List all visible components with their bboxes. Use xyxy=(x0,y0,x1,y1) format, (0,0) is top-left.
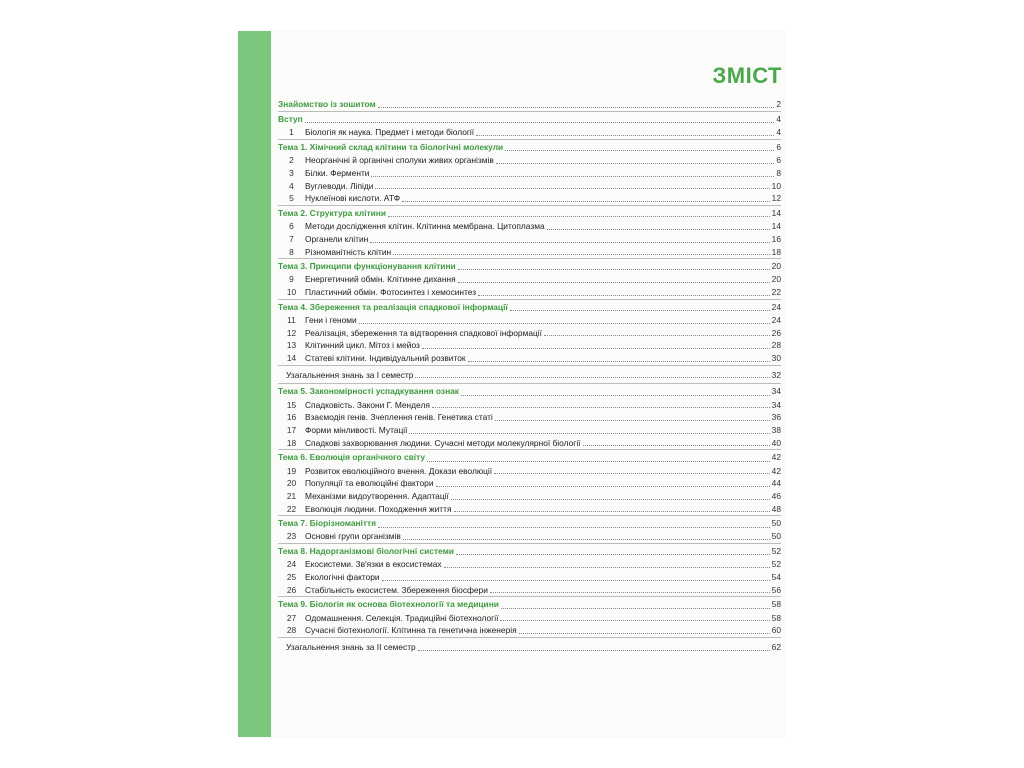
entry-label: Спадковість. Закони Г. Менделя xyxy=(305,399,430,410)
page-number: 18 xyxy=(771,246,781,257)
lesson-number: 12 xyxy=(286,327,297,338)
toc-section xyxy=(278,450,781,516)
dot-leader xyxy=(510,310,770,311)
lesson-number: 4 xyxy=(289,180,294,191)
lesson-number: 19 xyxy=(286,465,297,476)
toc-section xyxy=(278,516,781,544)
toc-lesson-entry xyxy=(278,490,781,503)
toc-section xyxy=(278,206,781,259)
page-number: 50 xyxy=(771,531,781,542)
toc-lesson-entry xyxy=(278,437,781,450)
entry-label: Розвиток еволюційного вчення. Докази еволюції xyxy=(305,465,493,476)
dot-leader xyxy=(495,420,770,421)
entry-label: Узагальнення знань за I семестр xyxy=(286,369,414,380)
dot-leader xyxy=(547,229,770,230)
dot-leader xyxy=(378,527,770,528)
dot-leader xyxy=(454,511,770,512)
entry-label: Спадкові захворювання людини. Сучасні методи молекулярної біології xyxy=(305,437,581,448)
lesson-number: 25 xyxy=(286,572,297,583)
dot-leader xyxy=(403,539,770,540)
entry-label: Основні групи організмів xyxy=(305,531,401,542)
toc-lesson-entry xyxy=(278,531,781,544)
toc-section xyxy=(278,259,781,300)
entry-label: Тема 9. Біологія як основа біотехнології та медицини xyxy=(278,599,499,610)
lesson-number: 14 xyxy=(286,353,297,364)
dot-leader xyxy=(444,567,770,568)
toc-topic-heading xyxy=(278,544,781,558)
page-number: 58 xyxy=(771,612,781,623)
page-number: 24 xyxy=(771,314,781,325)
entry-label: Тема 2. Структура клітини xyxy=(278,207,386,218)
toc-section xyxy=(278,97,781,112)
lesson-number: 15 xyxy=(286,399,297,410)
dot-leader xyxy=(409,433,769,434)
page-number: 36 xyxy=(771,412,781,423)
entry-label: Тема 3. Принципи функціонування клітини xyxy=(278,261,456,272)
page-number: 62 xyxy=(771,641,781,652)
page-number: 46 xyxy=(771,490,781,501)
entry-label: Методи дослідження клітин. Клітинна мембрана. Цитоплазма xyxy=(305,221,545,232)
dot-leader xyxy=(422,348,770,349)
toc-topic-heading xyxy=(278,300,781,314)
lesson-number: 24 xyxy=(286,559,297,570)
toc-topic-heading xyxy=(278,140,781,154)
toc-lesson-entry xyxy=(278,465,781,478)
toc-lesson-entry xyxy=(278,584,781,597)
workbook-page xyxy=(238,31,785,737)
entry-label: Нуклеїнові кислоти. АТФ xyxy=(305,193,401,204)
page-number: 2 xyxy=(776,98,781,109)
toc-lesson-entry xyxy=(278,558,781,571)
page-number: 20 xyxy=(771,274,781,285)
toc-section xyxy=(278,597,781,638)
page-number: 60 xyxy=(771,625,781,636)
dot-leader xyxy=(359,323,770,324)
page-number: 34 xyxy=(771,399,781,410)
page-number: 52 xyxy=(771,559,781,570)
entry-label: Взаємодія генів. Зчеплення генів. Генетика статі xyxy=(305,412,493,423)
lesson-number: 1 xyxy=(289,127,294,138)
entry-label: Вступ xyxy=(278,114,303,125)
toc-topic-heading xyxy=(278,206,781,220)
toc-topic-heading xyxy=(278,597,781,611)
dot-leader xyxy=(415,377,769,378)
dot-leader xyxy=(436,486,770,487)
lesson-number: 26 xyxy=(286,584,297,595)
lesson-number: 23 xyxy=(286,531,297,542)
lesson-number: 6 xyxy=(289,221,294,232)
toc-lesson-entry xyxy=(278,180,781,193)
page-number: 52 xyxy=(771,546,781,557)
toc-lesson-entry xyxy=(278,286,781,299)
entry-label: Органели клітин xyxy=(305,233,369,244)
dot-leader xyxy=(305,122,775,123)
dot-leader xyxy=(402,201,770,202)
entry-label: Сучасні біотехнології. Клітинна та генетична інженерія xyxy=(305,625,517,636)
toc-lesson-entry xyxy=(278,399,781,412)
entry-label: Тема 1. Хімічний склад клітини та біологічні молекули xyxy=(278,142,504,153)
page-number: 28 xyxy=(771,340,781,351)
toc-topic-heading xyxy=(278,516,781,530)
entry-label: Реалізація, збереження та відтворення спадкової інформації xyxy=(305,327,542,338)
lesson-number: 21 xyxy=(286,490,297,501)
page-number: 4 xyxy=(776,127,781,138)
toc-topic-heading xyxy=(278,97,781,111)
entry-label: Біологія як наука. Предмет і методи біології xyxy=(305,127,475,138)
entry-label: Неорганічні й органічні сполуки живих організмів xyxy=(305,155,494,166)
page-number: 8 xyxy=(776,167,781,178)
toc-lesson-entry xyxy=(278,571,781,584)
page-number: 58 xyxy=(771,599,781,610)
entry-label: Тема 6. Еволюція органічного світу xyxy=(278,452,426,463)
toc-section xyxy=(278,384,781,450)
entry-label: Клітинний цикл. Мітоз і мейоз xyxy=(305,340,420,351)
toc-section xyxy=(278,638,781,656)
dot-leader xyxy=(519,633,770,634)
entry-label: Одомашнення. Селекція. Традиційні біотехнології xyxy=(305,612,499,623)
entry-label: Форми мінливості. Мутації xyxy=(305,424,408,435)
page-title: ЗМІСТ xyxy=(712,63,782,88)
lesson-number: 3 xyxy=(289,167,294,178)
toc-lesson-entry xyxy=(278,126,781,139)
toc-section xyxy=(278,366,781,385)
page-number: 10 xyxy=(771,180,781,191)
dot-leader xyxy=(496,163,775,164)
page-number: 4 xyxy=(776,114,781,125)
dot-leader xyxy=(500,620,769,621)
dot-leader xyxy=(427,461,770,462)
page-number: 44 xyxy=(771,478,781,489)
lesson-number: 20 xyxy=(286,478,297,489)
page-number: 26 xyxy=(771,327,781,338)
entry-label: Еволюція людини. Походження життя xyxy=(305,503,452,514)
lesson-number: 13 xyxy=(286,340,297,351)
page-number: 40 xyxy=(771,437,781,448)
lesson-number: 22 xyxy=(286,503,297,514)
page-number: 50 xyxy=(771,518,781,529)
dot-leader xyxy=(458,282,770,283)
entry-label: Статеві клітини. Індивідуальний розвиток xyxy=(305,353,466,364)
entry-label: Екологічні фактори xyxy=(305,572,380,583)
entry-label: Знайомство із зошитом xyxy=(278,98,376,109)
lesson-number: 8 xyxy=(289,246,294,257)
lesson-number: 18 xyxy=(286,437,297,448)
toc-lesson-entry xyxy=(278,154,781,167)
entry-label: Гени і геноми xyxy=(305,314,357,325)
page-number: 20 xyxy=(771,261,781,272)
entry-label: Тема 4. Збереження та реалізація спадкової інформації xyxy=(278,301,508,312)
toc-lesson-entry xyxy=(278,411,781,424)
dot-leader xyxy=(382,580,770,581)
entry-label: Стабільність екосистем. Збереження біосфери xyxy=(305,584,488,595)
dot-leader xyxy=(378,107,775,108)
page-number: 6 xyxy=(776,155,781,166)
toc-topic-heading xyxy=(278,384,781,398)
dot-leader xyxy=(476,135,774,136)
toc-section xyxy=(278,140,781,206)
entry-label: Тема 5. Закономірності успадкування ознак xyxy=(278,386,459,397)
page-number: 38 xyxy=(771,424,781,435)
lesson-number: 11 xyxy=(287,314,296,325)
entry-label: Механізми видоутворення. Адаптації xyxy=(305,490,449,501)
dot-leader xyxy=(583,445,770,446)
toc-lesson-entry xyxy=(278,352,781,365)
dot-leader xyxy=(461,395,770,396)
lesson-number: 27 xyxy=(286,612,297,623)
page-number: 42 xyxy=(771,465,781,476)
page-number: 16 xyxy=(771,233,781,244)
page-number: 34 xyxy=(771,386,781,397)
toc-lesson-entry xyxy=(278,477,781,490)
toc-topic-heading xyxy=(278,450,781,464)
dot-leader xyxy=(478,295,770,296)
page-number: 56 xyxy=(771,584,781,595)
toc-topic-heading xyxy=(278,259,781,273)
toc-section xyxy=(278,544,781,597)
entry-label: Енергетичний обмін. Клітинне дихання xyxy=(305,274,456,285)
entry-label: Вуглеводи. Ліпіди xyxy=(305,180,374,191)
page-number: 42 xyxy=(771,452,781,463)
entry-label: Пластичний обмін. Фотосинтез і хемосинтез xyxy=(305,287,477,298)
lesson-number: 28 xyxy=(286,625,297,636)
toc-lesson-entry xyxy=(278,339,781,352)
toc-lesson-entry xyxy=(278,233,781,246)
entry-label: Тема 8. Надорганізмові біологічні системи xyxy=(278,546,454,557)
table-of-contents xyxy=(278,97,781,656)
lesson-number: 2 xyxy=(289,155,294,166)
toc-section xyxy=(278,112,781,140)
entry-label: Тема 7. Біорізноманіття xyxy=(278,518,376,529)
toc-lesson-entry xyxy=(278,624,781,637)
entry-label: Різноманітність клітин xyxy=(305,246,392,257)
dot-leader xyxy=(418,650,770,651)
page-number: 24 xyxy=(771,301,781,312)
dot-leader xyxy=(494,473,770,474)
dot-leader xyxy=(505,150,774,151)
entry-label: Популяції та еволюційні фактори xyxy=(305,478,434,489)
toc-lesson-entry xyxy=(278,314,781,327)
page-number: 12 xyxy=(771,193,781,204)
dot-leader xyxy=(490,592,770,593)
page-number: 14 xyxy=(771,207,781,218)
entry-label: Екосистеми. Зв'язки в екосистемах xyxy=(305,559,442,570)
toc-lesson-entry xyxy=(278,246,781,259)
dot-leader xyxy=(458,269,770,270)
dot-leader xyxy=(544,335,770,336)
dot-leader xyxy=(456,554,770,555)
toc-lesson-entry xyxy=(278,273,781,286)
toc-section xyxy=(278,300,781,366)
lesson-number: 5 xyxy=(289,193,294,204)
toc-topic-heading xyxy=(278,112,781,126)
lesson-number: 9 xyxy=(289,274,294,285)
dot-leader xyxy=(468,361,770,362)
page-number: 48 xyxy=(771,503,781,514)
lesson-number: 7 xyxy=(289,233,294,244)
toc-summary-entry xyxy=(278,638,781,656)
dot-leader xyxy=(388,216,770,217)
green-margin-band xyxy=(238,31,271,737)
page-number: 54 xyxy=(771,572,781,583)
lesson-number: 16 xyxy=(286,412,297,423)
page-number: 6 xyxy=(776,142,781,153)
toc-lesson-entry xyxy=(278,327,781,340)
toc-lesson-entry xyxy=(278,167,781,180)
dot-leader xyxy=(451,499,770,500)
dot-leader xyxy=(432,407,770,408)
toc-lesson-entry xyxy=(278,424,781,437)
dot-leader xyxy=(375,188,769,189)
page-number: 22 xyxy=(771,287,781,298)
toc-lesson-entry xyxy=(278,503,781,516)
toc-lesson-entry xyxy=(278,192,781,205)
toc-summary-entry xyxy=(278,366,781,384)
dot-leader xyxy=(371,176,774,177)
dot-leader xyxy=(370,242,769,243)
toc-lesson-entry xyxy=(278,220,781,233)
page-number: 14 xyxy=(771,221,781,232)
entry-label: Білки. Ферменти xyxy=(305,167,370,178)
toc-lesson-entry xyxy=(278,612,781,625)
page-number: 32 xyxy=(771,369,781,380)
entry-label: Узагальнення знань за II семестр xyxy=(286,641,416,652)
page-number: 30 xyxy=(771,353,781,364)
lesson-number: 10 xyxy=(286,287,297,298)
dot-leader xyxy=(501,608,770,609)
lesson-number: 17 xyxy=(286,424,297,435)
dot-leader xyxy=(393,254,770,255)
